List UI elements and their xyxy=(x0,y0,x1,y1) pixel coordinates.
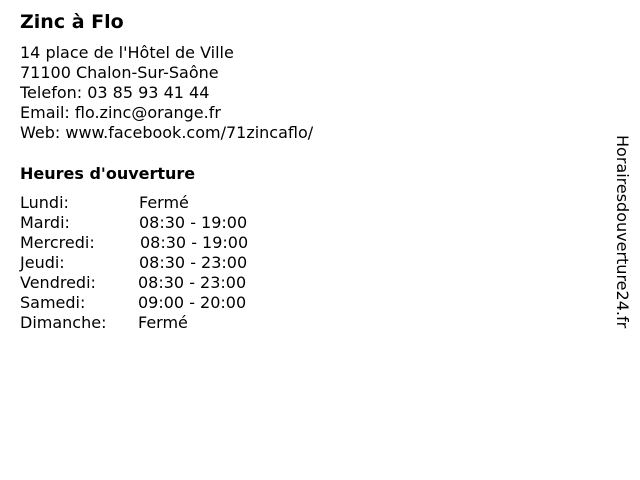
hours-value: 08:30 - 19:00 xyxy=(139,213,248,232)
day-label: Lundi: xyxy=(20,193,69,212)
hours-value: 08:30 - 23:00 xyxy=(138,273,247,292)
business-name: Zinc à Flo xyxy=(20,11,124,33)
day-label: Mardi: xyxy=(20,213,70,232)
hours-value: Fermé xyxy=(138,313,188,332)
address-line-city: 71100 Chalon-Sur-Saône xyxy=(20,63,219,82)
address-line-street: 14 place de l'Hôtel de Ville xyxy=(20,43,234,62)
day-label: Dimanche: xyxy=(20,313,107,332)
day-label: Jeudi: xyxy=(20,253,65,272)
opening-hours-heading: Heures d'ouverture xyxy=(20,164,196,183)
site-watermark: Horairesdouverture24.fr xyxy=(613,135,632,329)
day-label: Samedi: xyxy=(20,293,86,312)
day-label: Vendredi: xyxy=(20,273,96,292)
hours-value: 08:30 - 23:00 xyxy=(139,253,248,272)
hours-value: Fermé xyxy=(139,193,189,212)
contact-details xyxy=(20,43,313,143)
website-url: Web: www.facebook.com/71zincaflo/ xyxy=(20,123,314,142)
email-address: Email: flo.zinc@orange.fr xyxy=(20,103,221,122)
hours-value: 09:00 - 20:00 xyxy=(138,293,247,312)
day-label: Mercredi: xyxy=(20,233,95,252)
phone-number: Telefon: 03 85 93 41 44 xyxy=(20,83,210,102)
hours-value: 08:30 - 19:00 xyxy=(140,233,249,252)
